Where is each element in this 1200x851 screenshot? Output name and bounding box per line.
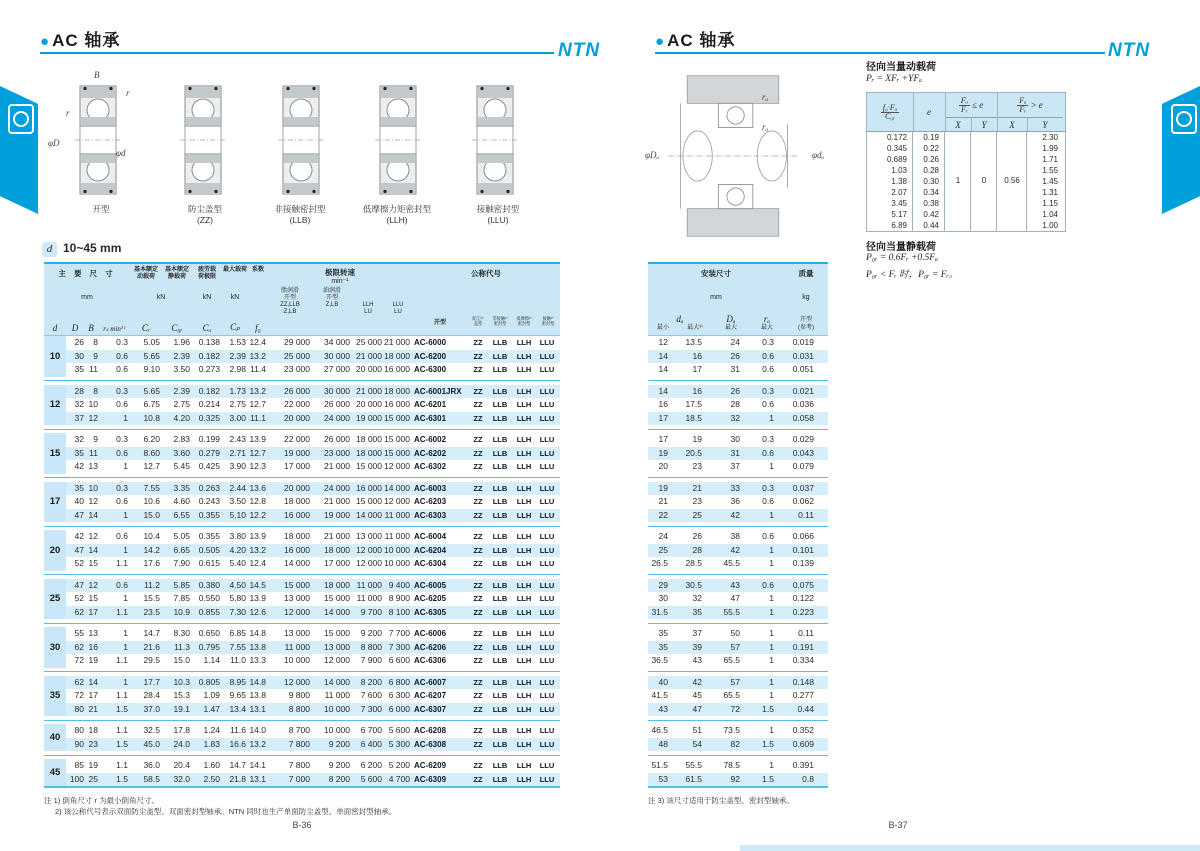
left-edge-tab: [0, 86, 38, 214]
table-row: 52 15 1.1 17.6 7.90 0.615 5.40 12.4 14 000 17 000 12 000 10 000 AC-6304 ZZ LLB LLH LLU: [74, 558, 555, 568]
group-separator: [648, 619, 828, 627]
figure-caption: 非接触密封型 (LLB): [274, 204, 326, 225]
bore-diameter: 20: [44, 530, 66, 571]
dyn-load-title: 径向当量动载荷: [866, 62, 936, 73]
ntn-logo: NTN: [558, 40, 601, 61]
bore-group: [44, 724, 560, 751]
table-row: 29 30.5 43 0.6 0.075: [648, 579, 828, 593]
load-factor-row: 1.03 0.28 1.55: [867, 165, 1065, 176]
bore-group: [44, 433, 560, 474]
group-separator: [44, 751, 560, 759]
load-factor-row: 0.345 0.22 1.99: [867, 143, 1065, 154]
stat-load-title: 径向当量静载荷: [866, 242, 936, 253]
table-row: 40 42 57 1 0.148: [648, 676, 828, 690]
title-rule-right: [655, 52, 1105, 54]
group-separator: [44, 668, 560, 676]
table-row: 35 39 57 1 0.191: [648, 641, 828, 655]
dim-label-ra: rₐ: [762, 92, 769, 102]
table-row: 35 11 0.6 8.60 3.60 0.279 2.71 12.7 19 000 23 000 18 000 15 000 AC-6202 ZZ LLB LLH LLU: [66, 447, 560, 461]
group-separator: [648, 474, 828, 482]
figure-caption: 防尘盖型 (ZZ): [187, 204, 222, 225]
group-separator: [44, 425, 560, 433]
bore-group: [44, 759, 560, 786]
table-row: 100 25 1.5 58.5 32.0 2.50 21.8 13.1 7 000 8 200 5 600 4 700 AC-6309 ZZ LLB LLH LLU: [66, 773, 560, 787]
table-row: 32 10 0.6 6.75 2.75 0.214 2.75 12.7 22 000 26 000 20 000 16 000 AC-6201 ZZ LLB LLH LLU: [74, 399, 555, 409]
table-row: 12 13.5 24 0.3 0.019: [658, 337, 814, 347]
table-row: 47 12 0.6 11.2 5.85 0.380 4.50 14.5 15 000 18 000 11 000 9 400 AC-6005 ZZ LLB LLH LLU: [66, 579, 560, 593]
table-row: 14 16 26 0.3 0.021: [648, 385, 828, 399]
table-row: 28 8 0.3 5.65 2.39 0.182 1.73 13.2 26 000 30 000 21 000 18 000 AC-6001JRX ZZ LLB LLH LLU: [66, 385, 560, 399]
table-row: 31.5 35 55.5 1 0.223: [648, 606, 828, 620]
group-separator: [44, 522, 560, 530]
dim-label-r: r: [126, 88, 130, 98]
group-separator: [44, 474, 560, 482]
table-row: 80 18 1.1 32.5 17.8 1.24 11.6 14.0 8 700 10 000 6 700 5 600 AC-6208 ZZ LLB LLH LLU: [74, 725, 555, 735]
group-separator: [648, 377, 828, 385]
table-row: 41.5 45 65.5 1 0.277: [651, 690, 814, 700]
table-row: 40 12 0.6 10.6 4.60 0.243 3.50 12.8 18 000 21 000 15 000 12 000 AC-6203 ZZ LLB LLH LLU: [74, 496, 555, 506]
table-row: 22 25 42 1 0.11: [648, 509, 828, 523]
group-separator: [44, 571, 560, 579]
group-separator: [44, 716, 560, 724]
ntn-logo: NTN: [1108, 40, 1151, 61]
load-factor-row: 6.89 0.44 1.00: [867, 220, 1065, 231]
bore-diameter: 15: [44, 433, 66, 474]
bore-range: d 10~45 mm: [42, 239, 121, 257]
group-separator: [648, 668, 828, 676]
table-row: 47 14 1 15.0 6.55 0.355 5.10 12.2 16 000 19 000 14 000 11 000 AC-6303 ZZ LLB LLH LLU: [66, 509, 560, 523]
table-row: 51.5 55.5 78.5 1 0.391: [651, 760, 814, 770]
bore-diameter: 35: [44, 676, 66, 717]
table-row: 48 54 82 1.5 0.609: [648, 738, 828, 752]
table-row: 14 16 26 0.6 0.031: [648, 350, 828, 364]
table-row: 30 32 47 1 0.122: [658, 593, 814, 603]
table-row: 19 20.5 31 0.6 0.043: [648, 447, 828, 461]
load-factor-row: 2.07 0.34 1.31: [867, 187, 1065, 198]
bore-group: [44, 482, 560, 523]
table-row: 30 9 0.6 5.65 2.39 0.182 2.39 13.2 25 000 30 000 21 000 18 000 AC-6200 ZZ LLB LLH LLU: [66, 350, 560, 364]
dyn-load-table-body: 1 0 0.56 0.172 0.19 2.30 0.345 0.22 1.99 0.689 0.26 1.71 1.03 0.28 1.55 1.38 0.30 1.45 2.07 0.34 1.31 3.45 0.38 1.15 5.17 0.42 1.04 6.89 0.44 1.00: [867, 132, 1065, 231]
table-row: 42 13 1 12.7 5.45 0.425 3.90 12.3 17 000 21 000 15 000 12 000 AC-6302 ZZ LLB LLH LLU: [74, 461, 555, 471]
bore-group: [44, 336, 560, 377]
page-title-left: ● AC 轴承: [40, 31, 121, 50]
table-row: 16 17.5 28 0.6 0.036: [658, 399, 814, 409]
bottom-strip: [740, 845, 1200, 851]
table-row: 35 10 0.3 7.55 3.35 0.263 2.44 13.6 20 000 24 000 16 000 14 000 AC-6003 ZZ LLB LLH LLU: [66, 482, 560, 496]
footnotes-left: 注 1) 倒角尺寸 r 为最小倒角尺寸。 2) 该公称代号表示双面防尘盖型、双面密封型轴承。NTN 同时也生产单面防尘盖型、单面密封型轴承。: [44, 796, 397, 816]
table-row: 55 13 1 14.7 8.30 0.650 6.85 14.8 13 000 15 000 9 200 7 700 AC-6006 ZZ LLB LLH LLU: [74, 628, 555, 638]
bore-diameter: 25: [44, 579, 66, 620]
load-factor-row: 3.45 0.38 1.15: [867, 198, 1065, 209]
table-row: 85 19 1.1 36.0 20.4 1.60 14.7 14.1 7 800 9 200 6 200 5 200 AC-6209 ZZ LLB LLH LLU: [74, 760, 555, 770]
mount-table-header: 安装尺寸 质量 mm kg dₐ 最小 最大³⁾ Dₐ 最大 rₐ 最大 开型 (参考): [648, 262, 828, 336]
table-row: 72 17 1.1 28.4 15.3 1.09 9.65 13.8 9 800 11 000 7 600 6 300 AC-6207 ZZ LLB LLH LLU: [74, 690, 555, 700]
table-row: 42 12 0.6 10.4 5.05 0.355 3.80 13.9 18 000 21 000 13 000 11 000 AC-6004 ZZ LLB LLH LLU: [74, 531, 555, 541]
bore-group: [44, 627, 560, 668]
title-rule-left: [40, 52, 554, 54]
bore-diameter: 17: [44, 482, 66, 523]
group-separator: [44, 619, 560, 627]
dim-label-phida: φdₐ: [812, 150, 825, 160]
load-factor-row: 0.172 0.19 2.30: [867, 132, 1065, 143]
table-row: 90 23 1.5 45.0 24.0 1.83 16.6 13.2 7 800 9 200 6 400 5 300 AC-6308 ZZ LLB LLH LLU: [66, 738, 560, 752]
table-row: 62 14 1 17.7 10.3 0.805 8.95 14.8 12 000 14 000 8 200 6 800 AC-6007 ZZ LLB LLH LLU: [66, 676, 560, 690]
page-number-left: B-36: [292, 820, 312, 830]
footnotes-right: 注 3) 该尺寸适用于防尘盖型、密封型轴承。: [648, 796, 794, 805]
table-row: 52 15 1 15.5 7.85 0.550 5.80 13.9 13 000 15 000 11 000 8 900 AC-6205 ZZ LLB LLH LLU: [74, 593, 555, 603]
dim-label-phid: φd: [116, 148, 126, 158]
bearing-icon: [1171, 104, 1197, 134]
table-row: 62 17 1.1 23.5 10.9 0.855 7.30 12.6 12 000 14 000 9 700 8 100 AC-6305 ZZ LLB LLH LLU: [66, 606, 560, 620]
table-row: 21 23 36 0.6 0.062: [658, 496, 814, 506]
dim-label-B: B: [94, 70, 100, 80]
stat-load-formula1: P₀ᵣ = 0.6Fᵣ +0.5Fₐ: [866, 253, 938, 263]
bearing-diagram: [75, 84, 121, 201]
spec-table: [44, 262, 560, 788]
dyn-load-table: [866, 92, 1066, 232]
dyn-load-table-header: $\frac{\text{f₀·Fₐ}}{\text{C₀ᵣ}}$ e $\frac{\text{Fₐ}}{\text{Fᵣ}}$ ≤ e $\frac{\text{Fₐ}}{\text{Fᵣ}}$ > e X Y X Y: [867, 93, 1065, 132]
table-row: 25 28 42 1 0.101: [648, 544, 828, 558]
table-row: 26 8 0.3 5.05 1.96 0.138 1.53 12.4 29 000 34 000 25 000 21 000 AC-6000 ZZ LLB LLH LLU: [74, 337, 555, 347]
bearing-diagram: [278, 84, 324, 201]
dim-label-r: r: [66, 108, 70, 118]
bearing-diagram: [180, 84, 226, 201]
table-row: 20 23 37 1 0.079: [658, 461, 814, 471]
group-separator: [648, 522, 828, 530]
bearing-diagram: [472, 84, 518, 201]
right-edge-tab: [1162, 86, 1200, 214]
figure-caption: 低摩擦力矩密封型 (LLH): [362, 204, 431, 225]
table-row: 43 47 72 1.5 0.44: [648, 703, 828, 717]
table-row: 35 37 50 1 0.11: [658, 628, 814, 638]
table-row: 19 21 33 0.3 0.037: [648, 482, 828, 496]
table-row: 17 19 30 0.3 0.029: [658, 434, 814, 444]
bore-group: [44, 385, 560, 426]
load-factor-row: 5.17 0.42 1.04: [867, 209, 1065, 220]
spec-table-body: [44, 336, 560, 786]
table-row: 37 12 1 10.8 4.20 0.325 3.00 11.1 20 000 24 000 19 000 15 000 AC-6301 ZZ LLB LLH LLU: [66, 412, 560, 426]
bore-diameter: 10: [44, 336, 66, 377]
group-separator: [648, 751, 828, 759]
page-title-right: ● AC 轴承: [655, 31, 736, 50]
mount-table-body: [648, 336, 828, 786]
table-row: 17 18.5 32 1 0.058: [648, 412, 828, 426]
table-row: 72 19 1.1 29.5 15.0 1.14 11.0 13.3 10 000 12 000 7 900 6 600 AC-6306 ZZ LLB LLH LLU: [74, 655, 555, 665]
dyn-load-formula: Pᵣ = XFᵣ +YFₐ: [866, 74, 922, 84]
group-separator: [648, 425, 828, 433]
figure-caption: 开型: [92, 204, 110, 214]
bore-diameter: 30: [44, 627, 66, 668]
table-row: 80 21 1.5 37.0 19.1 1.47 13.4 13.1 8 800 10 000 7 300 6 000 AC-6307 ZZ LLB LLH LLU: [66, 703, 560, 717]
bore-diameter: 40: [44, 724, 66, 751]
group-separator: [648, 716, 828, 724]
stat-load-formula2: P₀ᵣ < Fᵣ 时，P₀ᵣ = Fᵣ。: [866, 270, 959, 280]
table-row: 26.5 28.5 45.5 1 0.139: [651, 558, 814, 568]
table-row: 62 16 1 21.6 11.3 0.795 7.55 13.8 11 000 13 000 8 800 7 300 AC-6206 ZZ LLB LLH LLU: [66, 641, 560, 655]
load-factor-row: 1.38 0.30 1.45: [867, 176, 1065, 187]
bearing-diagram: [375, 84, 421, 201]
group-separator: [648, 571, 828, 579]
table-row: 47 14 1 14.2 6.65 0.505 4.20 13.2 16 000 18 000 12 000 10 000 AC-6204 ZZ LLB LLH LLU: [66, 544, 560, 558]
bore-group: [44, 530, 560, 571]
spec-table-header: 主 要 尺 寸 基本额定 动载荷 基本额定 静载荷 疲劳载 荷极限 最大载荷 系数 极限转速 min⁻¹ 公称代号 mm kN kN kN 脂润滑 开型 ZZ,LLB Z,LB 油润滑 开型 Z,LB LLH LU LLU LU 开型 防尘²⁾ 盖型 非接触²⁾ 密封型 低摩擦²⁾ 密封型 接触²⁾ 密封型 d D B rₛ min¹⁾ Cᵣ C₀ᵣ Cᵤ Cₚ f₀: [44, 262, 560, 336]
bullet-icon: ●: [655, 33, 666, 50]
table-row: 53 61.5 92 1.5 0.8: [648, 773, 828, 787]
bore-diameter: 12: [44, 385, 66, 426]
bullet-icon: ●: [40, 33, 51, 50]
table-row: 24 26 38 0.6 0.066: [658, 531, 814, 541]
mounting-diagram: [658, 74, 808, 238]
dim-label-ra: rₐ: [762, 122, 769, 132]
dim-label-phiD: φD: [48, 138, 60, 148]
figure-caption: 接触密封型 (LLU): [476, 204, 520, 225]
table-row: 32 9 0.3 6.20 2.83 0.199 2.43 13.9 22 000 26 000 18 000 15 000 AC-6002 ZZ LLB LLH LLU: [74, 434, 555, 444]
load-factor-row: 0.689 0.26 1.71: [867, 154, 1065, 165]
table-row: 46.5 51 73.5 1 0.352: [651, 725, 814, 735]
bore-group: [44, 676, 560, 717]
group-separator: [44, 377, 560, 385]
mount-table: [648, 262, 828, 788]
table-row: 36.5 43 65.5 1 0.334: [651, 655, 814, 665]
bore-group: [44, 579, 560, 620]
dim-label-phiDa: φDₐ: [645, 150, 660, 160]
table-row: 35 11 0.6 9.10 3.50 0.273 2.98 11.4 23 000 27 000 20 000 16 000 AC-6300 ZZ LLB LLH LLU: [74, 364, 555, 374]
page-number-right: B-37: [888, 820, 908, 830]
table-row: 14 17 31 0.6 0.051: [658, 364, 814, 374]
bearing-icon: [8, 104, 34, 134]
bore-diameter: 45: [44, 759, 66, 786]
d-symbol: d: [42, 242, 57, 257]
